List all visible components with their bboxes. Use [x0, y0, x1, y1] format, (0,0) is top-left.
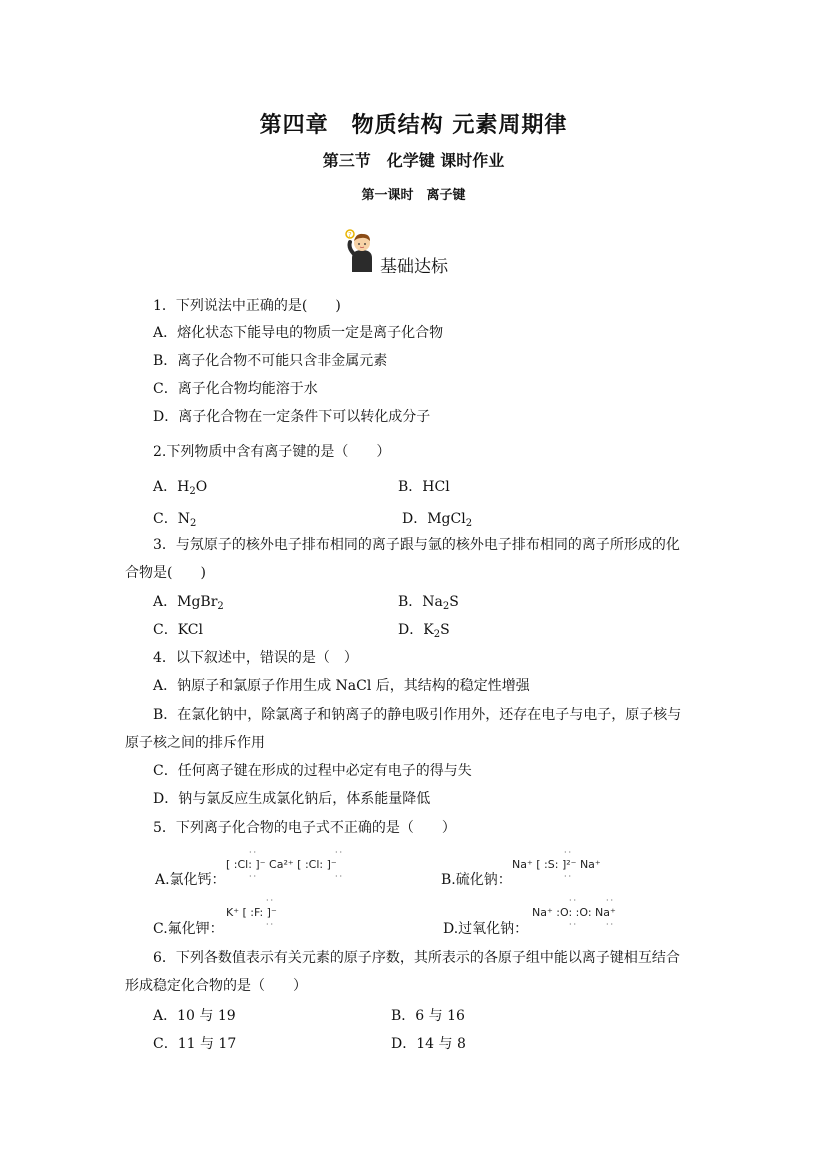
q2-option-a: A．$H_2O$	[153, 479, 208, 497]
q6-option-b: B．6 与 16	[391, 1008, 465, 1024]
thinking-student-icon	[344, 228, 380, 274]
q6-stem-line1: 6．下列各数值表示有关元素的原子序数，其所表示的各原子组中能以离子键相互结合	[153, 950, 680, 966]
q3-option-b: B．$Na_2S$	[398, 594, 459, 612]
q3-option-a: A．MgBr$_2$	[153, 594, 224, 612]
q6-option-a: A．10 与 19	[153, 1008, 236, 1024]
svg-text:?: ?	[348, 231, 352, 239]
practice-label: 基础达标	[380, 257, 448, 277]
q5-option-a-label: A.氯化钙：	[155, 872, 226, 888]
q5-option-c-electron-formula: ·· ·· K⁺ [ :F: ]⁻	[226, 896, 277, 929]
q2-option-d: D．MgCl$_2$	[402, 511, 473, 529]
q6-option-d: D．14 与 8	[391, 1036, 466, 1052]
q5-option-b-label: B.硫化钠：	[441, 872, 512, 888]
q4-option-c: C．任何离子键在形成的过程中必定有电子的得与失	[153, 763, 472, 779]
q5-stem: 5．下列离子化合物的电子式不正确的是（ ）	[153, 820, 456, 836]
q4-option-b-line1: B．在氯化钠中，除氯离子和钠离子的静电吸引作用外，还存在电子与电子，原子核与	[153, 707, 682, 723]
q5-option-d-electron-formula: ·· ·· ·· ·· Na⁺ :O: :O: Na⁺	[532, 896, 616, 929]
q1-option-a: A．熔化状态下能导电的物质一定是离子化合物	[153, 325, 444, 341]
q1-option-d: D．离子化合物在一定条件下可以转化成分子	[153, 409, 431, 425]
lesson-title: 第一课时 离子键	[361, 188, 466, 203]
q6-stem-line2: 形成稳定化合物的是（ ）	[125, 978, 307, 994]
q1-option-c: C．离子化合物均能溶于水	[153, 381, 318, 397]
q5-option-d-label: D.过氧化钠：	[443, 921, 529, 937]
q4-stem: 4．以下叙述中，错误的是（ ）	[153, 650, 358, 666]
q6-option-c: C．11 与 17	[153, 1036, 237, 1052]
q1-stem: 1．下列说法中正确的是( )	[153, 298, 341, 314]
q3-stem-line2: 合物是( )	[125, 565, 206, 581]
q1-option-b: B．离子化合物不可能只含非金属元素	[153, 353, 388, 369]
q4-option-b-line2: 原子核之间的排斥作用	[125, 735, 265, 751]
q2-stem: 2.下列物质中含有离子键的是（ ）	[153, 444, 391, 460]
q3-option-c: C．KCl	[153, 622, 203, 638]
q5-option-c-label: C.氟化钾：	[153, 921, 224, 937]
q4-option-d: D．钠与氯反应生成氯化钠后，体系能量降低	[153, 791, 431, 807]
q5-option-a-electron-formula: ·· ·· ·· ·· [ :Cl: ]⁻ Ca²⁺ [ :Cl: ]⁻	[226, 848, 345, 881]
q3-option-d: D．$K_2S$	[398, 622, 450, 640]
q4-option-a: A．钠原子和氯原子作用生成 NaCl 后，其结构的稳定性增强	[153, 678, 530, 694]
q2-option-b: B．HCl	[398, 479, 450, 495]
section-title: 第三节 化学键 课时作业	[322, 151, 505, 170]
q2-option-c: C．$N_2$	[153, 511, 197, 529]
q5-option-b-electron-formula: ·· ·· Na⁺ [ :S: ]²⁻ Na⁺	[512, 848, 601, 881]
chapter-title: 第四章 物质结构 元素周期律	[259, 112, 568, 138]
q3-stem-line1: 3．与氖原子的核外电子排布相同的离子跟与氩的核外电子排布相同的离子所形成的化	[153, 537, 680, 553]
